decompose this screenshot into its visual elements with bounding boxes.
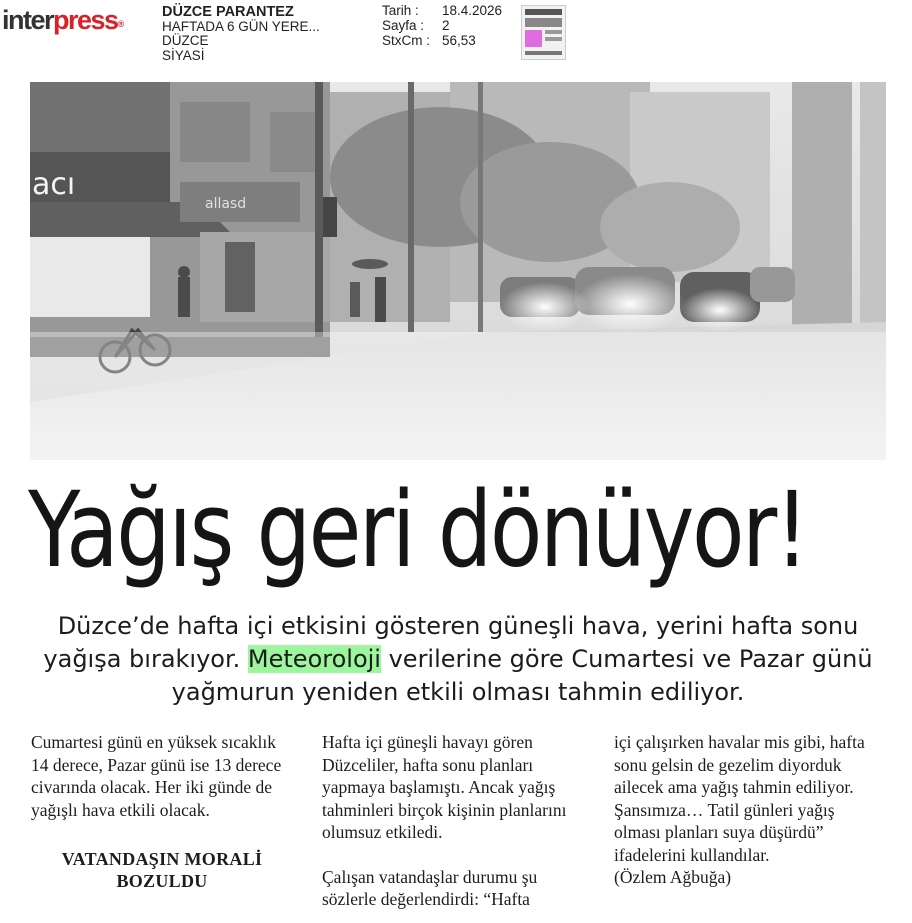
shop-sign: allasd xyxy=(205,196,247,212)
publication-info xyxy=(162,5,320,63)
article-column-2 xyxy=(322,731,588,911)
spot-highlighted-keyword: Meteoroloji xyxy=(247,645,381,673)
meta-stxcm-label: StxCm : xyxy=(382,32,431,48)
meta-page-label: Sayfa : xyxy=(382,17,425,33)
meta-page-row xyxy=(382,19,502,34)
column-2-paragraph-2: Çalışan vatandaşlar durumu şu sözlerle değerlendirdi: “Hafta xyxy=(322,866,538,909)
article-author: (Özlem Ağbuğa) xyxy=(614,867,732,887)
column-3-paragraph: içi çalışırken havalar mis gibi, hafta sonu gelsin de gezelim diyorduk ailecek ama yağış tahmin ediliyor. Şansımıza… Tatil günleri yağış olması planları suya düşürdü” ifadelerini kullandılar. xyxy=(614,732,865,865)
meta-page-value: 2 xyxy=(442,17,450,33)
publication-city: DÜZCE xyxy=(162,33,209,48)
column-1-paragraph: Cumartesi günü en yüksek sıcaklık 14 derece, Pazar günü ise 13 derece civarında olacak. Her iki günde de yağışlı hava etkili olacak. xyxy=(31,732,282,820)
logo-text-press: press xyxy=(53,5,118,35)
meta-date-value: 18.4.2026 xyxy=(442,3,503,18)
rainy-street-photo xyxy=(30,82,886,460)
article-subheading: VATANDAŞIN MORALİ BOZULDU xyxy=(61,849,263,891)
article-spot xyxy=(28,610,888,709)
logo-registered-mark: ® xyxy=(117,19,125,29)
publication-frequency: HAFTADA 6 GÜN YERE... xyxy=(162,18,320,34)
article-column-1 xyxy=(31,731,293,892)
clipping-meta xyxy=(382,4,502,48)
spot-text-before: Düzce’de hafta içi etkisini gösteren güneşli hava, yerini hafta sonu yağışa bırakıyor. xyxy=(43,612,859,673)
meta-stxcm-row xyxy=(382,34,502,49)
article-column-3 xyxy=(614,731,880,889)
publication-name: DÜZCE PARANTEZ xyxy=(162,4,294,20)
thumbnail-highlight-marker xyxy=(525,30,542,47)
meta-stxcm-value: 56,53 xyxy=(442,32,476,48)
meta-date-label: Tarih : xyxy=(382,3,419,18)
publication-category: SİYASİ xyxy=(162,47,205,63)
meta-date-row xyxy=(382,4,502,19)
storefront-sign: acı xyxy=(32,167,76,202)
article-headline: Yağış geri dönüyor! xyxy=(28,469,807,591)
logo-text-inter: inter xyxy=(2,5,54,35)
interpress-logo xyxy=(2,4,124,36)
spot-text-after: verilerine göre Cumartesi ve Pazar günü yağmurun yeniden etkili olması tahmin ediliyor. xyxy=(171,645,873,706)
page-thumbnail[interactable] xyxy=(521,5,566,60)
column-2-paragraph-1: Hafta içi güneşli havayı gören Düzceliler, hafta sonu planları yapmaya başlamıştı. Ancak yağış tahminleri birçok kişinin planlarını olumsuz etkiledi. xyxy=(322,732,567,842)
